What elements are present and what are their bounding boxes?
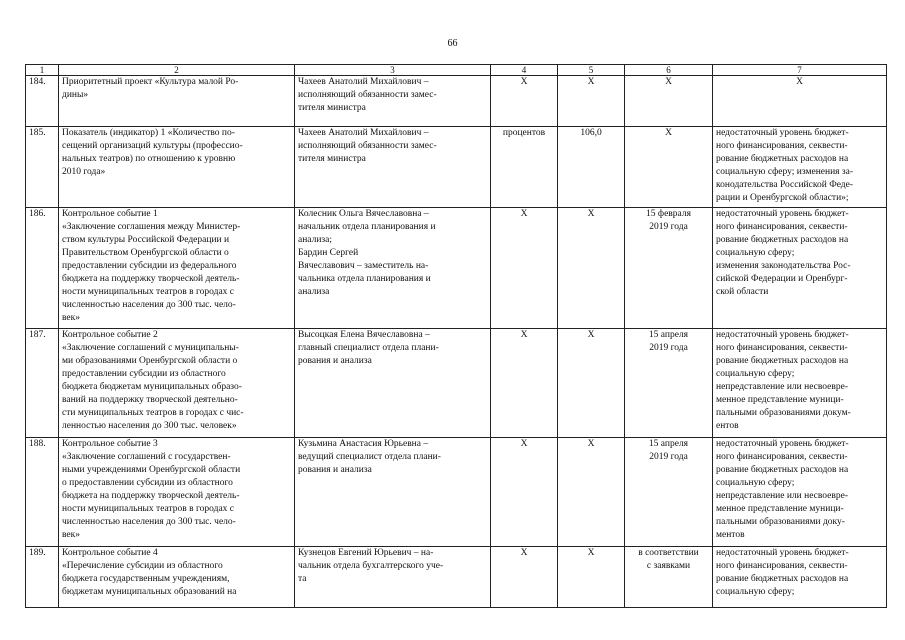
- row-date: в соответствии с заявками: [625, 547, 713, 608]
- row-name: Контрольное событие 3 «Заключение соглашений с государствен- ными учреждениями Оренбургской области о предоставлении субсидии из областного бюджета на поддержку творческой деятель- ности муниципальных театров в городах с численностью населения до 300 тыс. чело- век»: [59, 438, 295, 547]
- row-responsible: Высоцкая Елена Вячеславовна – главный специалист отдела плани- рования и анализа: [295, 329, 491, 438]
- column-header: 4: [491, 65, 558, 76]
- row-responsible: Кузьмина Анастасия Юрьевна – ведущий специалист отдела плани- рования и анализа: [295, 438, 491, 547]
- row-risks: Х: [713, 76, 887, 127]
- table-header-row: [26, 65, 887, 76]
- row-number: 184.: [26, 76, 59, 127]
- plan-table: [25, 64, 887, 608]
- column-header: 5: [558, 65, 625, 76]
- row-value: 106,0: [558, 127, 625, 208]
- table-row: [26, 547, 887, 608]
- row-number: 189.: [26, 547, 59, 608]
- table-row: [26, 438, 887, 547]
- row-value: Х: [558, 329, 625, 438]
- row-name: Приоритетный проект «Культура малой Ро- дины»: [59, 76, 295, 127]
- row-name: Контрольное событие 1 «Заключение соглашения между Министер- ством культуры Российской Федерации и Правительством Оренбургской области о предоставлении субсидии из федерального бюджета на поддержку творческой деятель- ности муниципальных театров в городах с численностью населения до 300 тыс. чело- век»: [59, 208, 295, 329]
- row-responsible: Чахеев Анатолий Михайлович – исполняющий обязанности замес- тителя министра: [295, 76, 491, 127]
- row-name: Контрольное событие 4 «Перечисление субсидии из областного бюджета государственным учреждениям, бюджетам муниципальных образований на: [59, 547, 295, 608]
- row-responsible: Кузнецов Евгений Юрьевич – на- чальник отдела бухгалтерского уче- та: [295, 547, 491, 608]
- page-number: 66: [447, 38, 458, 49]
- row-number: 186.: [26, 208, 59, 329]
- row-unit: Х: [491, 438, 558, 547]
- row-responsible: Колесник Ольга Вячеславовна – начальник отдела планирования и анализа; Бардин Сергей Вячеславович – заместитель на- чальника отдела планирования и анализа: [295, 208, 491, 329]
- row-number: 187.: [26, 329, 59, 438]
- table-row: [26, 329, 887, 438]
- row-number: 185.: [26, 127, 59, 208]
- table-row: [26, 127, 887, 208]
- column-header: 6: [625, 65, 713, 76]
- row-date: Х: [625, 127, 713, 208]
- row-unit: Х: [491, 329, 558, 438]
- row-name: Показатель (индикатор) 1 «Количество по- сещений организаций культуры (профессио- нальных театров) по отношению к уровню 2010 года»: [59, 127, 295, 208]
- row-date: Х: [625, 76, 713, 127]
- row-date: 15 февраля 2019 года: [625, 208, 713, 329]
- row-unit: процентов: [491, 127, 558, 208]
- row-unit: Х: [491, 208, 558, 329]
- row-date: 15 апреля 2019 года: [625, 438, 713, 547]
- row-responsible: Чахеев Анатолий Михайлович – исполняющий обязанности замес- тителя министра: [295, 127, 491, 208]
- row-risks: недостаточный уровень бюджет- ного финансирования, секвести- рование бюджетных расходов на социальную сферу;: [713, 547, 887, 608]
- row-value: Х: [558, 208, 625, 329]
- row-risks: недостаточный уровень бюджет- ного финансирования, секвести- рование бюджетных расходов на социальную сферу; изменения законодательства Рос- сийской Федерации и Оренбург- ской области: [713, 208, 887, 329]
- row-value: Х: [558, 547, 625, 608]
- table-row: [26, 76, 887, 127]
- column-header: 2: [59, 65, 295, 76]
- row-risks: недостаточный уровень бюджет- ного финансирования, секвести- рование бюджетных расходов на социальную сферу; непредставление или несвоевре- менное представление муници- пальными образованиями доку- ментов: [713, 438, 887, 547]
- column-header: 3: [295, 65, 491, 76]
- row-value: Х: [558, 76, 625, 127]
- row-unit: Х: [491, 76, 558, 127]
- column-header: 1: [26, 65, 59, 76]
- row-risks: недостаточный уровень бюджет- ного финансирования, секвести- рование бюджетных расходов на социальную сферу; непредставление или несвоевре- менное представление муници- пальными образованиями докум- ентов: [713, 329, 887, 438]
- row-risks: недостаточный уровень бюджет- ного финансирования, секвести- рование бюджетных расходов на социальную сферу; изменения за- конодательства Российской Феде- рации и Оренбургской области»;: [713, 127, 887, 208]
- row-date: 15 апреля 2019 года: [625, 329, 713, 438]
- table-row: [26, 208, 887, 329]
- column-header: 7: [713, 65, 887, 76]
- row-unit: Х: [491, 547, 558, 608]
- row-number: 188.: [26, 438, 59, 547]
- row-value: Х: [558, 438, 625, 547]
- row-name: Контрольное событие 2 «Заключение соглашений с муниципальны- ми образованиями Оренбургской области о предоставлении субсидии из областного бюджета бюджетам муниципальных образо- ваний на поддержку творческой деятельно- сти муниципальных театров в городах с чис- ленностью населения до 300 тыс. человек»: [59, 329, 295, 438]
